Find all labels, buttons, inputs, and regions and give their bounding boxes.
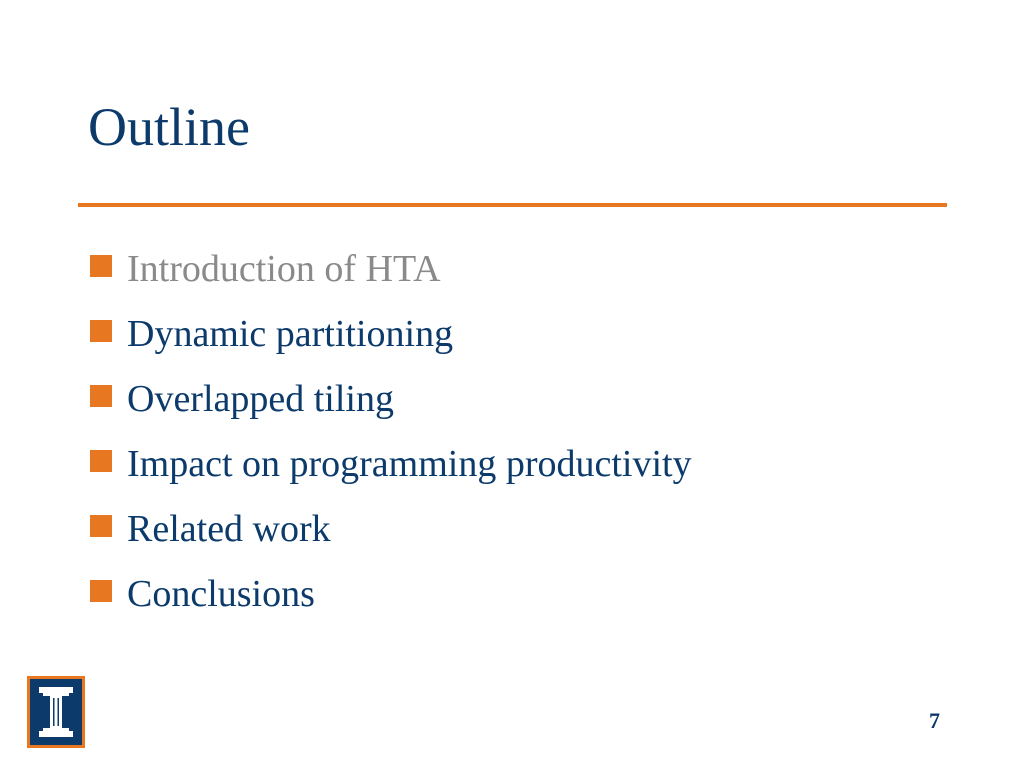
square-bullet-icon — [90, 580, 112, 602]
slide-title: Outline — [88, 97, 250, 157]
bullet-text: Impact on programming productivity — [127, 442, 692, 485]
bullet-text: Related work — [127, 507, 331, 550]
bullet-text: Overlapped tiling — [127, 377, 394, 420]
bullet-text: Dynamic partitioning — [127, 312, 454, 355]
bullet-item — [90, 561, 692, 626]
column-i-icon — [30, 679, 82, 745]
bullet-item — [90, 301, 692, 366]
bullet-item — [90, 236, 692, 301]
bullet-list — [90, 236, 692, 626]
page-number: 7 — [929, 708, 940, 733]
bullet-text: Introduction of HTA — [127, 247, 441, 290]
square-bullet-icon — [90, 255, 112, 277]
square-bullet-icon — [90, 385, 112, 407]
bullet-item — [90, 366, 692, 431]
square-bullet-icon — [90, 320, 112, 342]
university-block-i-logo-icon — [27, 676, 85, 748]
square-bullet-icon — [90, 450, 112, 472]
title-divider — [78, 203, 947, 207]
bullet-item — [90, 431, 692, 496]
bullet-item — [90, 496, 692, 561]
bullet-text: Conclusions — [127, 572, 315, 615]
square-bullet-icon — [90, 515, 112, 537]
